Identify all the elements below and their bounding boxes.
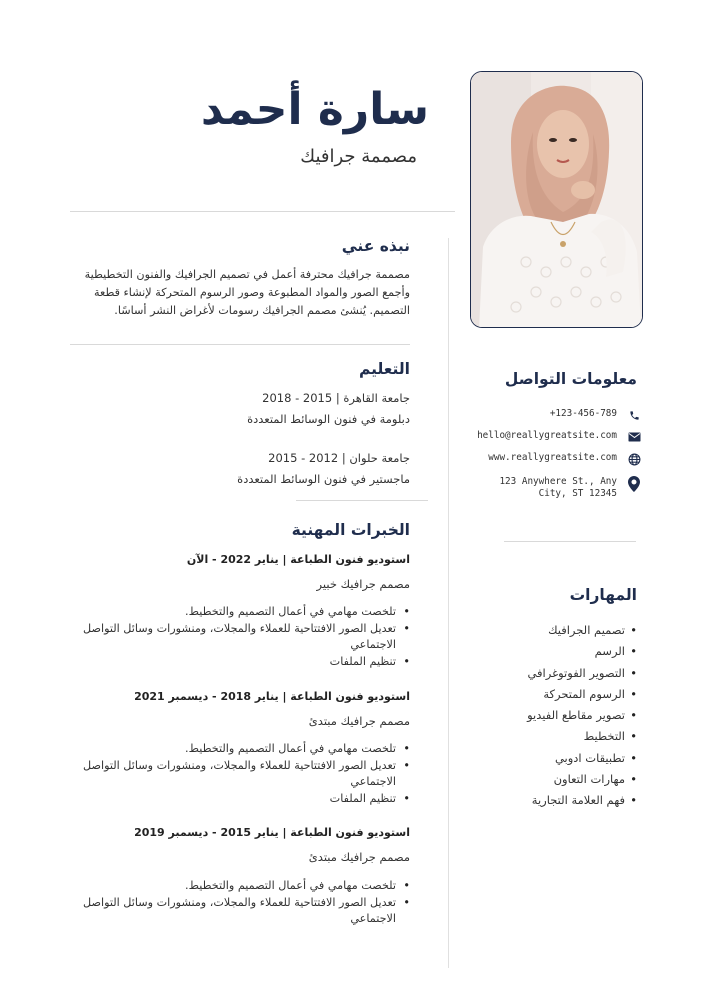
skill-item: • فهم العلامة التجارية xyxy=(527,792,637,813)
list-item: • تنظيم الملفات xyxy=(65,791,410,807)
job-2-header: استوديو فنون الطباعة | يناير 2018 - ديسمبر 2021 xyxy=(134,690,410,703)
job-2-role: مصمم جرافيك مبتدئ xyxy=(308,714,410,728)
address xyxy=(499,476,617,500)
skill-item: • تصوير مقاطع الفيديو xyxy=(527,707,637,728)
skill-item: • تصميم الجرافيك xyxy=(527,622,637,643)
list-item: • تعديل الصور الافتتاحية للعملاء والمجلات، ومنشورات وسائل التواصل الاجتماعي xyxy=(65,895,410,927)
job-3-role: مصمم جرافيك مبتدئ xyxy=(308,850,410,864)
column-divider xyxy=(448,238,449,968)
education-divider xyxy=(296,500,428,501)
list-item: • تلخصت مهامي في أعمال التصميم والتخطيط. xyxy=(65,604,410,620)
list-item: • تلخصت مهامي في أعمال التصميم والتخطيط. xyxy=(65,878,410,894)
education-heading: التعليم xyxy=(358,360,410,378)
skill-item: • التصوير الفوتوغرافي xyxy=(527,665,637,686)
skills-heading: المهارات xyxy=(569,586,637,604)
skill-item: • التخطيط xyxy=(527,728,637,749)
list-item: • تلخصت مهامي في أعمال التصميم والتخطيط. xyxy=(65,741,410,757)
contact-address xyxy=(499,476,641,500)
list-item: • تعديل الصور الافتتاحية للعملاء والمجلات، ومنشورات وسائل التواصل الاجتماعي xyxy=(65,758,410,790)
about-heading: نبذه عني xyxy=(341,237,410,255)
skill-item: • تطبيقات ادوبي xyxy=(527,750,637,771)
header-divider xyxy=(70,211,455,212)
address-line-1: 123 Anywhere St., Any xyxy=(499,476,617,487)
job-3-header: استوديو فنون الطباعة | يناير 2015 - ديسمبر 2019 xyxy=(134,826,410,839)
education-item-2-school: جامعة حلوان | 2012 - 2015 xyxy=(268,451,410,465)
address-line-2: City, ST 12345 xyxy=(538,488,617,499)
job-1-bullets xyxy=(65,604,410,671)
phone-icon xyxy=(627,408,641,422)
about-divider xyxy=(70,344,410,345)
phone-number[interactable]: +123-456-789 xyxy=(549,408,617,419)
skill-item: • مهارات التعاون xyxy=(527,771,637,792)
education-item-2-degree: ماجستير في فنون الوسائط المتعددة xyxy=(237,472,410,486)
contact-divider xyxy=(504,541,636,542)
person-name: سارة أحمد xyxy=(200,84,429,135)
experience-heading: الخبرات المهنية xyxy=(291,521,410,539)
about-text: مصممة جرافيك محترفة أعمل في تصميم الجرافيك والفنون التخطيطية وأجمع الصور والمواد المطبوعة وصور الرسوم المتحركة لإنشاء قطعة التصميم. يُنشئ مصمم الجرافيك رسومات لأغراض النشر أساسًا. xyxy=(84,268,410,317)
contact-website xyxy=(488,452,641,466)
person-title: مصممة جرافيك xyxy=(300,146,417,167)
globe-icon xyxy=(627,452,641,466)
contact-heading: معلومات التواصل xyxy=(504,370,637,388)
list-item: • تنظيم الملفات xyxy=(65,654,410,670)
contact-phone xyxy=(550,408,641,422)
contact-email xyxy=(477,430,641,444)
website-url[interactable]: www.reallygreatsite.com xyxy=(488,452,617,463)
email-address[interactable]: hello@reallygreatsite.com xyxy=(477,430,617,441)
job-3-bullets xyxy=(65,878,410,928)
education-item-1-degree: دبلومة في فنون الوسائط المتعددة xyxy=(247,412,410,426)
list-item: • تعديل الصور الافتتاحية للعملاء والمجلات، ومنشورات وسائل التواصل الاجتماعي xyxy=(65,621,410,653)
job-1-role: مصمم جرافيك خبير xyxy=(316,577,410,591)
job-1-header: استوديو فنون الطباعة | يناير 2022 - الآن xyxy=(186,553,410,566)
mail-icon xyxy=(627,430,641,444)
education-item-1-school: جامعة القاهرة | 2015 - 2018 xyxy=(262,391,410,405)
job-2-bullets xyxy=(65,741,410,808)
skill-item: • الرسوم المتحركة xyxy=(527,686,637,707)
skill-item: • الرسم xyxy=(527,643,637,664)
skills-list xyxy=(527,622,637,814)
profile-photo xyxy=(470,71,643,328)
portrait-illustration xyxy=(471,72,643,328)
location-pin-icon xyxy=(627,476,641,492)
